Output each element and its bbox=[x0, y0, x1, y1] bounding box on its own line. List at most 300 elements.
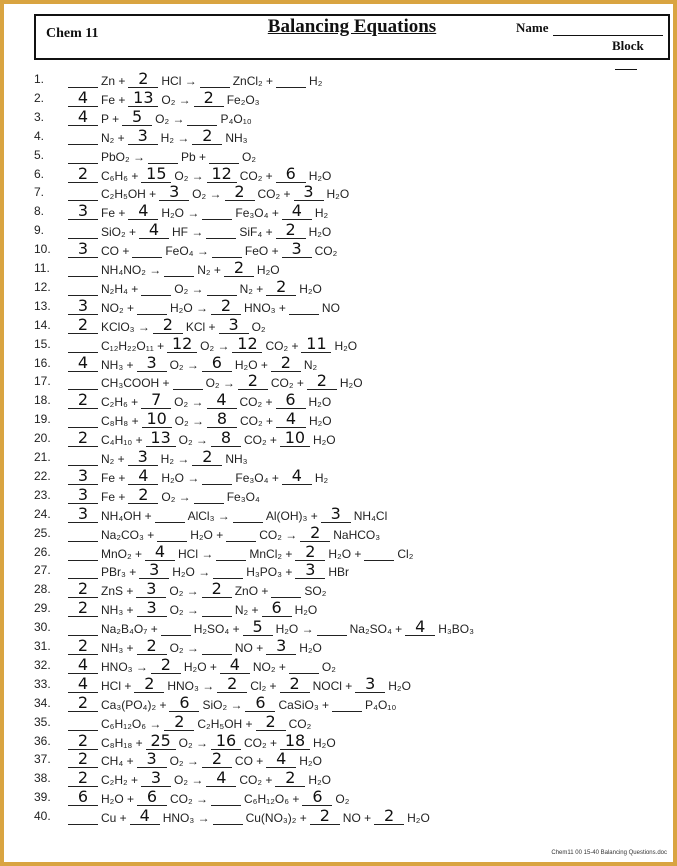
coefficient-blank[interactable]: 3 bbox=[266, 639, 296, 655]
chemical-term: C₆H₁₂O₆ + bbox=[244, 792, 300, 807]
equation-row bbox=[4, 656, 673, 675]
chemical-term: H₂ bbox=[314, 470, 329, 485]
coefficient-blank[interactable]: 6 bbox=[302, 790, 332, 806]
coefficient-blank[interactable]: 4 bbox=[266, 752, 296, 768]
coefficient-blank[interactable]: 12 bbox=[167, 337, 197, 353]
equation-number: 2. bbox=[34, 90, 45, 105]
coefficient-blank[interactable] bbox=[202, 469, 232, 485]
chemical-term: O₂ → bbox=[161, 92, 191, 107]
chemical-term: NH₃ + bbox=[101, 357, 134, 372]
chemical-term: HCl + bbox=[101, 678, 132, 693]
coefficient-blank[interactable]: 2 bbox=[153, 318, 183, 334]
chemical-term: NH₃ bbox=[225, 130, 248, 145]
coefficient-blank[interactable]: 2 bbox=[68, 639, 98, 655]
equation-body bbox=[68, 673, 414, 693]
coefficient-blank[interactable] bbox=[68, 148, 98, 164]
equation-row bbox=[4, 807, 673, 826]
equation-body bbox=[68, 692, 399, 712]
chemical-term: H₂O → bbox=[170, 300, 208, 315]
chemical-term: H₂O → bbox=[275, 622, 314, 637]
coefficient-blank[interactable] bbox=[226, 526, 256, 542]
chemical-term: H₂O → bbox=[161, 470, 200, 485]
coefficient-blank[interactable]: 4 bbox=[145, 545, 175, 561]
coefficient-blank[interactable]: 3 bbox=[136, 582, 166, 598]
chemical-term: O₂ → bbox=[174, 773, 204, 788]
chemical-term: N₂H₄ + bbox=[101, 281, 139, 296]
equation-number: 25. bbox=[34, 525, 51, 540]
equation-body bbox=[68, 69, 325, 88]
equation-number: 13. bbox=[34, 298, 51, 313]
chemical-term: O₂ → bbox=[174, 395, 204, 410]
coefficient-blank[interactable] bbox=[68, 374, 98, 390]
coefficient-blank[interactable]: 3 bbox=[294, 185, 324, 201]
chemical-term: Ca₃(PO₄)₂ + bbox=[101, 697, 167, 712]
equation-row bbox=[4, 70, 673, 89]
chemical-term: H₂ → bbox=[160, 130, 190, 145]
coefficient-blank[interactable]: 2 bbox=[224, 261, 254, 277]
coefficient-blank[interactable] bbox=[68, 337, 98, 353]
chemical-term: CO₂ + bbox=[239, 414, 273, 429]
coefficient-blank[interactable]: 2 bbox=[225, 185, 255, 201]
coefficient-blank[interactable]: 2 bbox=[310, 809, 340, 825]
coefficient-blank[interactable]: 2 bbox=[128, 72, 158, 88]
equation-row bbox=[4, 637, 673, 656]
coefficient-blank[interactable] bbox=[155, 507, 185, 523]
coefficient-blank[interactable]: 2 bbox=[374, 809, 404, 825]
equation-body bbox=[68, 276, 325, 296]
coefficient-blank[interactable]: 3 bbox=[141, 771, 171, 787]
coefficient-blank[interactable] bbox=[68, 280, 98, 296]
coefficient-blank[interactable] bbox=[207, 280, 237, 296]
chemical-term: O₂ → bbox=[178, 433, 208, 448]
coefficient-blank[interactable] bbox=[173, 374, 203, 390]
chemical-term: H₂ bbox=[309, 74, 323, 88]
equation-row bbox=[4, 467, 673, 486]
coefficient-blank[interactable]: 3 bbox=[321, 507, 351, 523]
chemical-term: H₂O bbox=[294, 603, 318, 618]
coefficient-blank[interactable]: 2 bbox=[192, 450, 222, 466]
coefficient-blank[interactable] bbox=[68, 563, 98, 579]
equation-body bbox=[68, 730, 339, 750]
coefficient-blank[interactable] bbox=[202, 204, 232, 220]
coefficient-blank[interactable]: 5 bbox=[243, 620, 273, 636]
coefficient-blank[interactable]: 6 bbox=[169, 696, 199, 712]
equation-number: 34. bbox=[34, 695, 51, 710]
coefficient-blank[interactable]: 2 bbox=[275, 771, 305, 787]
coefficient-blank[interactable]: 2 bbox=[256, 715, 286, 731]
chemical-term: NH₃ bbox=[225, 452, 248, 466]
coefficient-blank[interactable]: 6 bbox=[137, 790, 167, 806]
equation-row bbox=[4, 221, 673, 240]
block-blank[interactable] bbox=[615, 57, 637, 70]
coefficient-blank[interactable] bbox=[132, 242, 162, 258]
coefficient-blank[interactable]: 6 bbox=[262, 601, 292, 617]
chemical-term: O₂ → bbox=[169, 754, 199, 769]
block-field[interactable] bbox=[612, 38, 668, 70]
chemical-term: O₂ → bbox=[169, 603, 199, 618]
coefficient-blank[interactable] bbox=[289, 299, 319, 315]
coefficient-blank[interactable]: 4 bbox=[282, 469, 312, 485]
equation-number: 36. bbox=[34, 733, 51, 748]
equation-number: 1. bbox=[34, 72, 45, 86]
chemical-term: O₂ bbox=[335, 792, 350, 807]
chemical-term: NOCl + bbox=[312, 678, 353, 693]
coefficient-blank[interactable]: 3 bbox=[137, 601, 167, 617]
coefficient-blank[interactable]: 2 bbox=[137, 639, 167, 655]
coefficient-blank[interactable]: 13 bbox=[146, 431, 176, 447]
coefficient-blank[interactable]: 2 bbox=[202, 752, 232, 768]
coefficient-blank[interactable]: 2 bbox=[68, 431, 98, 447]
chemical-term: FeO + bbox=[244, 244, 279, 259]
chemical-term: NH₄NO₂ → bbox=[101, 263, 162, 277]
equation-number: 12. bbox=[34, 279, 51, 294]
chemical-term: Cl₂ + bbox=[250, 678, 277, 693]
coefficient-blank[interactable]: 6 bbox=[245, 696, 275, 712]
coefficient-blank[interactable] bbox=[317, 620, 347, 636]
chemical-term: SiF₄ + bbox=[239, 225, 273, 240]
coefficient-blank[interactable]: 3 bbox=[355, 677, 385, 693]
coefficient-blank[interactable]: 18 bbox=[280, 734, 310, 750]
equation-number: 38. bbox=[34, 771, 51, 786]
coefficient-blank[interactable]: 2 bbox=[276, 223, 306, 239]
coefficient-blank[interactable]: 2 bbox=[211, 299, 241, 315]
chemical-term: C₆H₁₂O₆ → bbox=[101, 716, 162, 731]
equation-number: 15. bbox=[34, 336, 51, 351]
coefficient-blank[interactable]: 2 bbox=[164, 715, 194, 731]
chemical-term: Fe + bbox=[101, 489, 126, 504]
chemical-term: MnO₂ + bbox=[101, 546, 143, 561]
coefficient-blank[interactable] bbox=[68, 526, 98, 542]
coefficient-blank[interactable]: 16 bbox=[211, 734, 241, 750]
chemical-term: N₂ + bbox=[197, 263, 221, 277]
coefficient-blank[interactable] bbox=[68, 545, 98, 561]
equation-body bbox=[68, 258, 283, 277]
coefficient-blank[interactable]: 2 bbox=[68, 393, 98, 409]
chemical-term: O₂ → bbox=[169, 584, 199, 599]
coefficient-blank[interactable]: 2 bbox=[134, 677, 164, 693]
chemical-term: CO₂ bbox=[288, 716, 312, 731]
coefficient-blank[interactable]: 3 bbox=[139, 563, 169, 579]
chemical-term: P₄O₁₀ bbox=[220, 111, 252, 126]
chemical-term: HNO₃ → bbox=[162, 811, 210, 826]
chemical-term: NO₂ + bbox=[252, 659, 286, 674]
chemical-term: Cu(NO₃)₂ + bbox=[245, 811, 307, 826]
coefficient-blank[interactable]: 3 bbox=[68, 204, 98, 220]
coefficient-blank[interactable]: 2 bbox=[68, 582, 98, 598]
coefficient-blank[interactable]: 6 bbox=[276, 167, 306, 183]
chemical-term: KCl + bbox=[185, 319, 216, 334]
coefficient-blank[interactable]: 13 bbox=[128, 91, 158, 107]
chemical-term: PbO₂ → bbox=[101, 149, 146, 164]
equation-body bbox=[68, 220, 334, 240]
coefficient-blank[interactable] bbox=[213, 809, 243, 825]
coefficient-blank[interactable]: 4 bbox=[276, 412, 306, 428]
equation-row bbox=[4, 165, 673, 184]
equation-row bbox=[4, 240, 673, 259]
chemical-term: NO + bbox=[342, 811, 372, 826]
equation-row bbox=[4, 391, 673, 410]
coefficient-blank[interactable]: 3 bbox=[137, 356, 167, 372]
coefficient-blank[interactable]: 10 bbox=[280, 431, 310, 447]
coefficient-blank[interactable]: 2 bbox=[68, 167, 98, 183]
coefficient-blank[interactable] bbox=[206, 223, 236, 239]
coefficient-blank[interactable] bbox=[164, 261, 194, 277]
coefficient-blank[interactable]: 4 bbox=[130, 809, 160, 825]
coefficient-blank[interactable]: 2 bbox=[238, 374, 268, 390]
coefficient-blank[interactable]: 4 bbox=[206, 771, 236, 787]
coefficient-blank[interactable]: 3 bbox=[68, 507, 98, 523]
coefficient-blank[interactable]: 5 bbox=[122, 110, 152, 126]
coefficient-blank[interactable]: 2 bbox=[271, 356, 301, 372]
coefficient-blank[interactable]: 2 bbox=[280, 677, 310, 693]
equation-body bbox=[68, 295, 343, 315]
coefficient-blank[interactable]: 2 bbox=[68, 771, 98, 787]
coefficient-blank[interactable] bbox=[187, 110, 217, 126]
coefficient-blank[interactable] bbox=[141, 280, 171, 296]
coefficient-blank[interactable]: 2 bbox=[192, 129, 222, 145]
coefficient-blank[interactable]: 2 bbox=[307, 374, 337, 390]
chemical-term: C₁₂H₂₂O₁₁ + bbox=[101, 338, 165, 353]
coefficient-blank[interactable]: 2 bbox=[68, 696, 98, 712]
coefficient-blank[interactable]: 6 bbox=[276, 393, 306, 409]
coefficient-blank[interactable]: 2 bbox=[217, 677, 247, 693]
coefficient-blank[interactable]: 2 bbox=[128, 488, 158, 504]
coefficient-blank[interactable] bbox=[137, 299, 167, 315]
coefficient-blank[interactable]: 4 bbox=[68, 677, 98, 693]
equation-body bbox=[68, 503, 390, 523]
coefficient-blank[interactable]: 6 bbox=[202, 356, 232, 372]
chemical-term: C₈H₁₈ + bbox=[101, 735, 143, 750]
chemical-term: SiO₂ + bbox=[101, 225, 137, 240]
chemical-term: O₂ bbox=[321, 659, 336, 674]
equation-number: 17. bbox=[34, 374, 51, 389]
equation-row bbox=[4, 713, 673, 732]
coefficient-blank[interactable]: 25 bbox=[146, 734, 176, 750]
coefficient-blank[interactable]: 4 bbox=[207, 393, 237, 409]
chemical-term: ZnCl₂ + bbox=[232, 74, 274, 88]
coefficient-blank[interactable] bbox=[233, 507, 263, 523]
chemical-term: H₂ → bbox=[160, 452, 190, 466]
equation-number: 14. bbox=[34, 317, 51, 332]
coefficient-blank[interactable]: 3 bbox=[128, 129, 158, 145]
equation-number: 11. bbox=[34, 261, 50, 275]
equation-number: 29. bbox=[34, 601, 51, 616]
chemical-term: Fe + bbox=[101, 206, 126, 221]
coefficient-blank[interactable] bbox=[68, 450, 98, 466]
equation-body bbox=[68, 447, 251, 466]
coefficient-blank[interactable]: 4 bbox=[128, 469, 158, 485]
coefficient-blank[interactable]: 12 bbox=[207, 167, 237, 183]
coefficient-blank[interactable]: 10 bbox=[142, 412, 172, 428]
chemical-term: FeO₄ → bbox=[165, 244, 209, 259]
equation-row bbox=[4, 146, 673, 165]
chemical-term: H₂O bbox=[313, 735, 336, 750]
equation-body bbox=[68, 522, 383, 542]
chemical-term: O₂ bbox=[251, 319, 266, 334]
coefficient-blank[interactable] bbox=[68, 129, 98, 145]
chemical-term: HNO₃ → bbox=[167, 678, 215, 693]
coefficient-blank[interactable] bbox=[211, 790, 241, 806]
coefficient-blank[interactable] bbox=[68, 620, 98, 636]
coefficient-blank[interactable]: 2 bbox=[68, 601, 98, 617]
equation-row bbox=[4, 486, 673, 505]
coefficient-blank[interactable]: 4 bbox=[68, 91, 98, 107]
coefficient-blank[interactable] bbox=[332, 696, 362, 712]
coefficient-blank[interactable] bbox=[200, 72, 230, 88]
name-field[interactable] bbox=[516, 20, 663, 36]
coefficient-blank[interactable]: 2 bbox=[295, 545, 325, 561]
equation-number: 3. bbox=[34, 109, 45, 124]
chemical-term: H₂O → bbox=[161, 206, 200, 221]
coefficient-blank[interactable]: 4 bbox=[68, 110, 98, 126]
chemical-term: H₂O + bbox=[234, 357, 268, 372]
coefficient-blank[interactable]: 3 bbox=[137, 752, 167, 768]
chemical-term: CO₂ + bbox=[243, 433, 277, 448]
chemical-term: H₃BO₃ bbox=[438, 622, 474, 637]
coefficient-blank[interactable]: 3 bbox=[68, 242, 98, 258]
coefficient-blank[interactable] bbox=[161, 620, 191, 636]
coefficient-blank[interactable]: 2 bbox=[300, 526, 330, 542]
coefficient-blank[interactable]: 2 bbox=[194, 91, 224, 107]
chemical-term: H₂O bbox=[326, 187, 350, 202]
equation-body bbox=[68, 711, 314, 731]
equation-body bbox=[68, 654, 339, 674]
name-blank[interactable] bbox=[553, 23, 663, 36]
chemical-term: C₂H₅OH + bbox=[197, 716, 253, 731]
chemical-term: Cu + bbox=[101, 811, 127, 826]
coefficient-blank[interactable]: 2 bbox=[202, 582, 232, 598]
chemical-term: Al(OH)₃ + bbox=[265, 508, 318, 523]
chemical-term: H₂O bbox=[388, 678, 411, 693]
chemical-term: O₂ → bbox=[200, 338, 230, 353]
coefficient-blank[interactable]: 2 bbox=[68, 734, 98, 750]
coefficient-blank[interactable] bbox=[68, 412, 98, 428]
chemical-term: H₂O bbox=[308, 773, 331, 788]
coefficient-blank[interactable]: 4 bbox=[68, 658, 98, 674]
equation-body bbox=[68, 371, 366, 391]
equation-body bbox=[68, 579, 329, 599]
equation-number: 40. bbox=[34, 809, 51, 824]
chemical-term: O₂ → bbox=[174, 281, 204, 296]
coefficient-blank[interactable]: 4 bbox=[68, 356, 98, 372]
chemical-term: H₂O + bbox=[328, 546, 362, 561]
coefficient-blank[interactable] bbox=[289, 658, 319, 674]
equation-body bbox=[68, 106, 255, 126]
coefficient-blank[interactable]: 15 bbox=[141, 167, 171, 183]
chemical-term: CO₂ + bbox=[265, 338, 299, 353]
equation-row bbox=[4, 429, 673, 448]
coefficient-blank[interactable] bbox=[148, 148, 178, 164]
chemical-term: CO₂ + bbox=[257, 187, 291, 202]
coefficient-blank[interactable]: 4 bbox=[282, 204, 312, 220]
chemical-term: HCl → bbox=[161, 74, 197, 88]
equation-number: 33. bbox=[34, 676, 51, 691]
chemical-term: Zn + bbox=[101, 74, 126, 88]
coefficient-blank[interactable]: 3 bbox=[68, 299, 98, 315]
coefficient-blank[interactable] bbox=[68, 261, 98, 277]
coefficient-blank[interactable]: 4 bbox=[139, 223, 169, 239]
coefficient-blank[interactable] bbox=[68, 185, 98, 201]
coefficient-blank[interactable] bbox=[68, 715, 98, 731]
chemical-term: C₆H₆ + bbox=[101, 168, 139, 183]
coefficient-blank[interactable] bbox=[271, 582, 301, 598]
coefficient-blank[interactable] bbox=[157, 526, 187, 542]
equation-number: 10. bbox=[34, 242, 51, 257]
equation-row bbox=[4, 335, 673, 354]
coefficient-blank[interactable]: 8 bbox=[211, 431, 241, 447]
coefficient-blank[interactable]: 4 bbox=[128, 204, 158, 220]
equation-row bbox=[4, 543, 673, 562]
coefficient-blank[interactable]: 3 bbox=[159, 185, 189, 201]
coefficient-blank[interactable] bbox=[364, 545, 394, 561]
equation-number: 18. bbox=[34, 393, 51, 408]
chemical-term: CO₂ bbox=[314, 244, 338, 259]
coefficient-blank[interactable] bbox=[209, 148, 239, 164]
equation-number: 30. bbox=[34, 620, 51, 635]
chemical-term: H₂O bbox=[299, 281, 322, 296]
equation-body bbox=[68, 636, 325, 655]
chemical-term: HBr bbox=[328, 565, 350, 580]
coefficient-blank[interactable] bbox=[213, 563, 243, 579]
equation-number: 31. bbox=[34, 639, 51, 653]
coefficient-blank[interactable]: 2 bbox=[68, 318, 98, 334]
coefficient-blank[interactable]: 11 bbox=[301, 337, 331, 353]
coefficient-blank[interactable]: 12 bbox=[232, 337, 262, 353]
coefficient-blank[interactable] bbox=[68, 72, 98, 88]
equation-row bbox=[4, 410, 673, 429]
coefficient-blank[interactable]: 3 bbox=[68, 488, 98, 504]
chemical-term: O₂ → bbox=[169, 641, 199, 655]
coefficient-blank[interactable]: 3 bbox=[68, 469, 98, 485]
coefficient-blank[interactable] bbox=[212, 242, 242, 258]
coefficient-blank[interactable]: 6 bbox=[68, 790, 98, 806]
chemical-term: H₂O bbox=[308, 168, 332, 183]
equation-body bbox=[68, 314, 269, 334]
coefficient-blank[interactable] bbox=[202, 601, 232, 617]
coefficient-blank[interactable] bbox=[216, 545, 246, 561]
equation-number: 19. bbox=[34, 412, 51, 427]
chemical-term: C₂H₂ + bbox=[101, 773, 138, 788]
equation-row bbox=[4, 278, 673, 297]
equation-row bbox=[4, 89, 673, 108]
coefficient-blank[interactable]: 3 bbox=[219, 318, 249, 334]
coefficient-blank[interactable] bbox=[68, 809, 98, 825]
coefficient-blank[interactable]: 8 bbox=[207, 412, 237, 428]
coefficient-blank[interactable] bbox=[276, 72, 306, 88]
chemical-term: Fe + bbox=[101, 470, 126, 485]
coefficient-blank[interactable]: 4 bbox=[220, 658, 250, 674]
coefficient-blank[interactable]: 2 bbox=[151, 658, 181, 674]
chemical-term: H₂O bbox=[299, 641, 322, 655]
chemical-term: CO + bbox=[234, 754, 264, 769]
coefficient-blank[interactable]: 3 bbox=[128, 450, 158, 466]
coefficient-blank[interactable]: 3 bbox=[282, 242, 312, 258]
coefficient-blank[interactable] bbox=[68, 223, 98, 239]
coefficient-blank[interactable] bbox=[202, 639, 232, 655]
coefficient-blank[interactable]: 2 bbox=[266, 280, 296, 296]
coefficient-blank[interactable] bbox=[194, 488, 224, 504]
coefficient-blank[interactable]: 4 bbox=[405, 620, 435, 636]
coefficient-blank[interactable]: 3 bbox=[295, 563, 325, 579]
chemical-term: ZnO + bbox=[234, 584, 269, 599]
equation-row bbox=[4, 354, 673, 373]
chemical-term: CO₂ + bbox=[244, 735, 277, 750]
equation-number: 23. bbox=[34, 487, 51, 502]
chemical-term: CH₃COOH + bbox=[101, 376, 170, 391]
coefficient-blank[interactable]: 2 bbox=[68, 752, 98, 768]
equation-body bbox=[68, 806, 433, 826]
coefficient-blank[interactable]: 7 bbox=[141, 393, 171, 409]
